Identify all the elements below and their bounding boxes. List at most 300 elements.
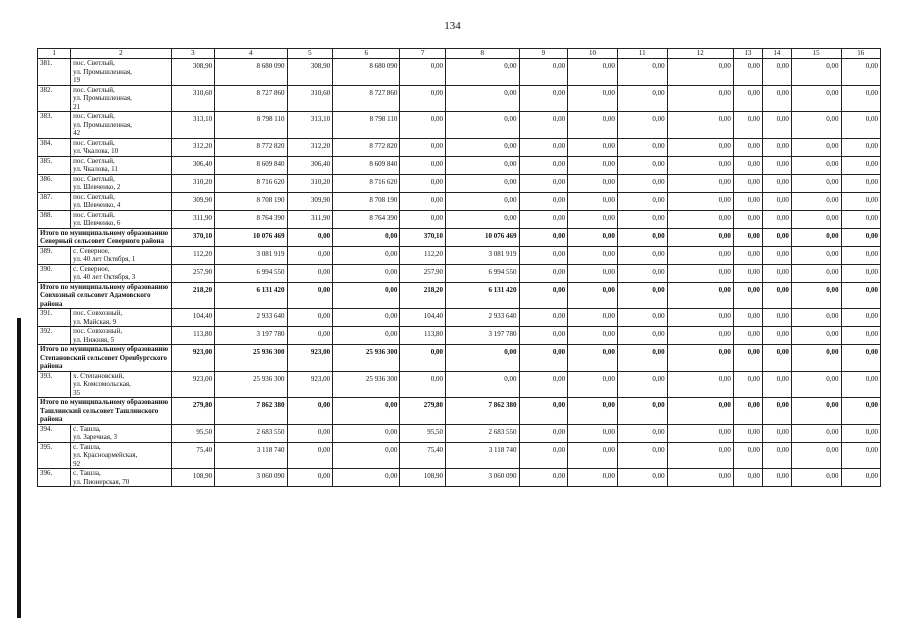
value-cell: 10 076 469 [215,228,287,246]
value-cell: 0,00 [733,210,762,228]
value-cell: 0,00 [762,210,791,228]
value-cell: 0,00 [445,174,519,192]
value-cell: 0,00 [667,138,733,156]
value-cell: 6 994 550 [445,264,519,282]
data-table [37,48,881,487]
value-cell: 257,90 [171,264,214,282]
value-cell: 3 118 740 [445,442,519,469]
total-row [38,398,881,425]
address-cell [71,246,171,264]
value-cell: 309,90 [287,192,333,210]
address-line: пос. Светлый, [73,138,115,147]
address-line: 35 [73,388,81,397]
value-cell: 3 197 780 [215,327,287,345]
value-cell: 0,00 [667,442,733,469]
value-cell: 0,00 [617,156,667,174]
value-cell: 0,00 [400,59,446,86]
value-cell: 0,00 [617,345,667,372]
total-row [38,345,881,372]
row-number: 387. [38,192,71,210]
value-cell: 0,00 [841,309,880,327]
address-cell [71,156,171,174]
row-number: 384. [38,138,71,156]
value-cell: 0,00 [762,371,791,398]
value-cell: 0,00 [568,174,618,192]
value-cell: 112,20 [400,246,446,264]
value-cell: 0,00 [841,424,880,442]
value-cell: 279,80 [400,398,446,425]
value-cell: 313,10 [171,112,214,139]
value-cell: 0,00 [445,85,519,112]
value-cell: 313,10 [287,112,333,139]
value-cell: 310,60 [287,85,333,112]
total-label: Итого по муниципальному образованию Северный сельсовет Северного района [38,228,172,246]
table-row [38,327,881,345]
table-row [38,371,881,398]
address-line: пос. Светлый, [73,192,115,201]
value-cell: 113,80 [400,327,446,345]
header-cell: 6 [333,49,400,59]
value-cell: 0,00 [287,228,333,246]
value-cell: 0,00 [791,309,841,327]
table-body [38,49,881,487]
value-cell: 0,00 [519,309,568,327]
value-cell: 0,00 [841,327,880,345]
value-cell: 0,00 [617,246,667,264]
header-cell: 11 [617,49,667,59]
table-row [38,469,881,487]
value-cell: 10 076 469 [445,228,519,246]
value-cell: 0,00 [333,424,400,442]
address-line: ул. Пионерская, 70 [73,477,130,486]
value-cell: 0,00 [841,112,880,139]
value-cell: 0,00 [519,174,568,192]
table-row [38,138,881,156]
value-cell: 8 609 840 [215,156,287,174]
value-cell: 8 764 390 [215,210,287,228]
address-line: пос. Светлый, [73,174,115,183]
value-cell: 8 764 390 [333,210,400,228]
value-cell: 0,00 [617,192,667,210]
value-cell: 0,00 [791,174,841,192]
value-cell: 2 933 640 [215,309,287,327]
value-cell: 0,00 [568,309,618,327]
value-cell: 0,00 [617,112,667,139]
value-cell: 0,00 [519,156,568,174]
value-cell: 0,00 [568,156,618,174]
value-cell: 0,00 [841,228,880,246]
value-cell: 0,00 [762,264,791,282]
address-line: пос. Светлый, [73,59,115,67]
value-cell: 0,00 [400,345,446,372]
value-cell: 0,00 [617,59,667,86]
value-cell: 0,00 [791,424,841,442]
value-cell: 0,00 [667,424,733,442]
value-cell: 25 936 300 [333,371,400,398]
value-cell: 0,00 [519,210,568,228]
value-cell: 0,00 [333,469,400,487]
address-line: ул. Чкалова, 10 [73,147,119,155]
value-cell: 0,00 [400,156,446,174]
value-cell: 0,00 [519,345,568,372]
value-cell: 0,00 [791,138,841,156]
value-cell: 8 708 190 [333,192,400,210]
value-cell: 0,00 [519,327,568,345]
address-cell [71,371,171,398]
value-cell: 0,00 [287,424,333,442]
value-cell: 0,00 [519,138,568,156]
value-cell: 0,00 [667,264,733,282]
value-cell: 0,00 [333,228,400,246]
value-cell: 0,00 [445,112,519,139]
header-cell: 7 [400,49,446,59]
value-cell: 0,00 [733,327,762,345]
value-cell: 0,00 [667,309,733,327]
value-cell: 104,40 [171,309,214,327]
value-cell: 0,00 [791,156,841,174]
value-cell: 0,00 [287,398,333,425]
value-cell: 113,80 [171,327,214,345]
value-cell: 104,40 [400,309,446,327]
header-cell: 8 [445,49,519,59]
value-cell: 0,00 [445,59,519,86]
row-number: 390. [38,264,71,282]
value-cell: 0,00 [733,442,762,469]
address-line: 19 [73,76,81,84]
address-cell [71,85,171,112]
value-cell: 0,00 [733,228,762,246]
value-cell: 0,00 [841,174,880,192]
value-cell: 0,00 [762,424,791,442]
page-number: 134 [444,20,461,32]
address-line: ул. Красноармейская, [73,451,138,459]
address-line: ул. Промышленная, [73,120,132,129]
value-cell: 306,40 [287,156,333,174]
row-number: 392. [38,327,71,345]
address-line: ул. Майская, 9 [73,317,117,326]
value-cell: 0,00 [333,327,400,345]
table-row [38,112,881,139]
value-cell: 3 081 919 [445,246,519,264]
address-line: ул. Нижняя, 5 [73,335,115,344]
address-cell [71,264,171,282]
value-cell: 0,00 [519,228,568,246]
value-cell: 0,00 [617,424,667,442]
value-cell: 0,00 [287,327,333,345]
value-cell: 0,00 [667,112,733,139]
value-cell: 0,00 [841,469,880,487]
row-number: 396. [38,469,71,487]
value-cell: 0,00 [568,371,618,398]
address-cell [71,469,171,487]
row-number: 391. [38,309,71,327]
header-cell: 15 [791,49,841,59]
value-cell: 0,00 [733,138,762,156]
value-cell: 309,90 [171,192,214,210]
table-row [38,192,881,210]
address-line: х. Степановский, [73,371,124,380]
value-cell: 8 798 110 [333,112,400,139]
value-cell: 8 716 620 [333,174,400,192]
address-line: с. Ташла, [73,424,101,433]
value-cell: 312,20 [287,138,333,156]
address-line: ул. Чкалова, 11 [73,165,118,173]
header-cell: 3 [171,49,214,59]
value-cell: 0,00 [791,442,841,469]
value-cell: 218,20 [171,282,214,309]
value-cell: 0,00 [519,282,568,309]
row-number: 389. [38,246,71,264]
value-cell: 0,00 [519,59,568,86]
value-cell: 0,00 [617,327,667,345]
value-cell: 3 060 090 [215,469,287,487]
value-cell: 0,00 [568,192,618,210]
value-cell: 0,00 [333,398,400,425]
value-cell: 6 994 550 [215,264,287,282]
value-cell: 310,20 [171,174,214,192]
address-line: ул. Шевченко, 6 [73,219,121,227]
table-row [38,59,881,86]
row-number: 394. [38,424,71,442]
value-cell: 0,00 [791,192,841,210]
value-cell: 0,00 [791,85,841,112]
row-number: 381. [38,59,71,86]
header-cell: 5 [287,49,333,59]
value-cell: 0,00 [617,282,667,309]
value-cell: 0,00 [762,174,791,192]
value-cell: 0,00 [841,264,880,282]
row-number: 382. [38,85,71,112]
table-row [38,85,881,112]
value-cell: 3 060 090 [445,469,519,487]
address-cell [71,210,171,228]
value-cell: 0,00 [841,398,880,425]
total-label: Итого по муниципальному образованию Степановский сельсовет Оренбургского района [38,345,172,372]
value-cell: 923,00 [171,371,214,398]
header-cell: 9 [519,49,568,59]
value-cell: 0,00 [841,156,880,174]
value-cell: 75,40 [400,442,446,469]
value-cell: 75,40 [171,442,214,469]
value-cell: 0,00 [287,309,333,327]
value-cell: 0,00 [400,192,446,210]
value-cell: 0,00 [568,424,618,442]
value-cell: 2 683 550 [215,424,287,442]
address-line: 92 [73,459,81,468]
value-cell: 112,20 [171,246,214,264]
value-cell: 0,00 [400,174,446,192]
value-cell: 0,00 [568,210,618,228]
value-cell: 0,00 [519,246,568,264]
address-line: пос. Светлый, [73,85,115,94]
value-cell: 0,00 [400,210,446,228]
value-cell: 108,90 [171,469,214,487]
value-cell: 0,00 [568,264,618,282]
value-cell: 0,00 [791,210,841,228]
value-cell: 3 118 740 [215,442,287,469]
value-cell: 0,00 [617,210,667,228]
value-cell: 0,00 [762,282,791,309]
total-label: Итого по муниципальному образованию Ташлинский сельсовет Ташлинского района [38,398,172,425]
address-line: с. Северное, [73,264,110,273]
column-number-header [38,49,881,59]
address-cell [71,442,171,469]
header-cell: 2 [71,49,171,59]
address-line: пос. Светлый, [73,112,115,120]
value-cell: 0,00 [333,442,400,469]
value-cell: 0,00 [568,345,618,372]
address-cell [71,138,171,156]
value-cell: 0,00 [791,59,841,86]
value-cell: 310,60 [171,85,214,112]
value-cell: 310,20 [287,174,333,192]
value-cell: 3 081 919 [215,246,287,264]
total-label: Итого по муниципальному образованию Совхозный сельсовет Адамовского района [38,282,172,309]
address-line: ул. Промышленная, [73,94,132,102]
value-cell: 0,00 [519,442,568,469]
value-cell: 0,00 [667,192,733,210]
value-cell: 0,00 [762,398,791,425]
address-cell [71,59,171,86]
value-cell: 0,00 [287,442,333,469]
value-cell: 312,20 [171,138,214,156]
address-line: с. Северное, [73,246,110,255]
value-cell: 0,00 [568,246,618,264]
header-cell: 10 [568,49,618,59]
value-cell: 0,00 [733,264,762,282]
value-cell: 0,00 [519,192,568,210]
header-cell: 1 [38,49,71,59]
value-cell: 0,00 [841,59,880,86]
value-cell: 25 936 300 [333,345,400,372]
address-line: с. Ташла, [73,442,101,451]
value-cell: 0,00 [333,309,400,327]
address-line: пос. Светлый, [73,210,115,219]
margin-binding-bar [17,318,21,618]
value-cell: 0,00 [667,246,733,264]
address-line: ул. 40 лет Октября, 1 [73,255,136,263]
value-cell: 0,00 [733,309,762,327]
value-cell: 0,00 [667,469,733,487]
value-cell: 0,00 [791,398,841,425]
value-cell: 7 862 380 [215,398,287,425]
value-cell: 0,00 [841,246,880,264]
header-cell: 12 [667,49,733,59]
value-cell: 0,00 [791,112,841,139]
table-row [38,442,881,469]
value-cell: 25 936 300 [215,345,287,372]
value-cell: 0,00 [733,345,762,372]
value-cell: 311,90 [171,210,214,228]
value-cell: 0,00 [617,442,667,469]
value-cell: 0,00 [841,345,880,372]
value-cell: 3 197 780 [445,327,519,345]
value-cell: 0,00 [791,246,841,264]
value-cell: 0,00 [733,424,762,442]
address-line: пос. Светлый, [73,156,115,165]
value-cell: 0,00 [568,442,618,469]
value-cell: 306,40 [171,156,214,174]
header-cell: 14 [762,49,791,59]
address-cell [71,309,171,327]
value-cell: 0,00 [568,398,618,425]
value-cell: 0,00 [519,264,568,282]
value-cell: 923,00 [287,345,333,372]
address-line: ул. 40 лет Октября, 3 [73,273,136,281]
value-cell: 0,00 [667,371,733,398]
value-cell: 311,90 [287,210,333,228]
value-cell: 6 131 420 [445,282,519,309]
value-cell: 0,00 [568,138,618,156]
value-cell: 2 933 640 [445,309,519,327]
value-cell: 0,00 [617,371,667,398]
value-cell: 8 727 860 [215,85,287,112]
value-cell: 0,00 [762,192,791,210]
value-cell: 0,00 [400,138,446,156]
value-cell: 6 131 420 [215,282,287,309]
value-cell: 0,00 [445,345,519,372]
table-row [38,246,881,264]
value-cell: 0,00 [667,327,733,345]
value-cell: 0,00 [617,398,667,425]
value-cell: 8 772 820 [215,138,287,156]
value-cell: 257,90 [400,264,446,282]
value-cell: 0,00 [568,327,618,345]
value-cell: 0,00 [762,469,791,487]
address-line: ул. Шевченко, 4 [73,201,121,209]
value-cell: 95,50 [171,424,214,442]
address-cell [71,174,171,192]
value-cell: 0,00 [519,85,568,112]
value-cell: 370,10 [400,228,446,246]
value-cell: 0,00 [762,345,791,372]
value-cell: 0,00 [667,398,733,425]
address-cell [71,424,171,442]
value-cell: 0,00 [333,264,400,282]
value-cell: 0,00 [733,192,762,210]
row-number: 393. [38,371,71,398]
value-cell: 0,00 [791,282,841,309]
total-row [38,282,881,309]
value-cell: 0,00 [733,282,762,309]
value-cell: 0,00 [617,309,667,327]
value-cell: 0,00 [733,112,762,139]
value-cell: 0,00 [762,442,791,469]
value-cell: 0,00 [617,228,667,246]
value-cell: 0,00 [841,138,880,156]
value-cell: 0,00 [568,228,618,246]
row-number: 383. [38,112,71,139]
value-cell: 0,00 [762,228,791,246]
value-cell: 0,00 [762,246,791,264]
row-number: 386. [38,174,71,192]
value-cell: 8 680 090 [215,59,287,86]
value-cell: 7 862 380 [445,398,519,425]
address-line: пос. Совхозный, [73,327,123,335]
value-cell: 0,00 [617,138,667,156]
header-cell: 13 [733,49,762,59]
value-cell: 8 727 860 [333,85,400,112]
value-cell: 0,00 [287,264,333,282]
value-cell: 2 683 550 [445,424,519,442]
value-cell: 923,00 [171,345,214,372]
value-cell: 0,00 [568,85,618,112]
value-cell: 0,00 [667,174,733,192]
value-cell: 0,00 [762,85,791,112]
table-row [38,156,881,174]
value-cell: 370,10 [171,228,214,246]
value-cell: 0,00 [791,264,841,282]
